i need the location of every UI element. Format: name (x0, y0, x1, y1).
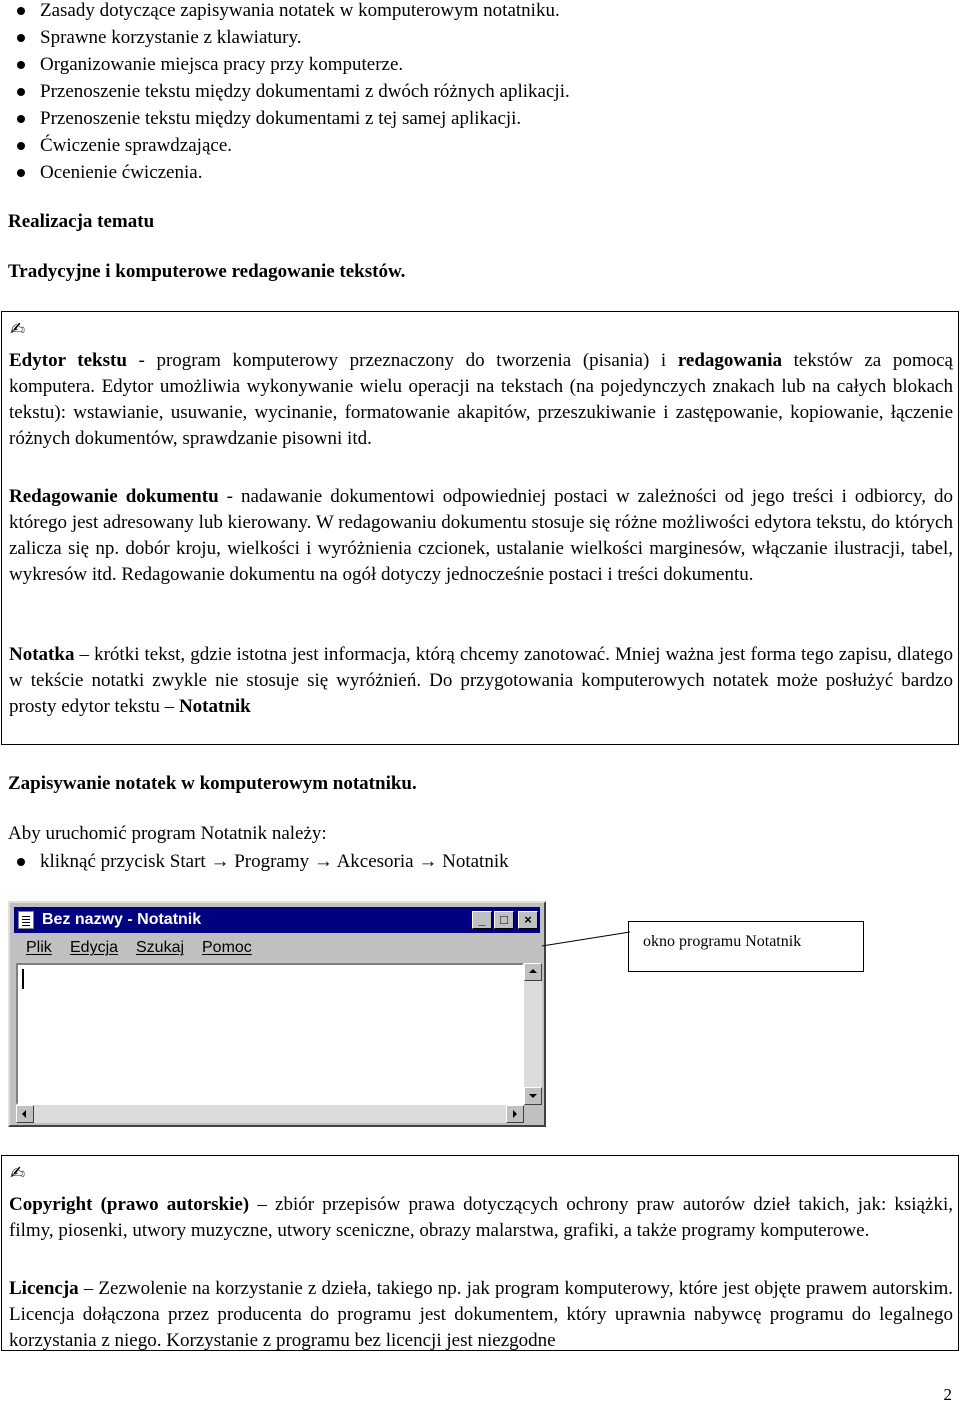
scroll-right-button[interactable] (506, 1105, 524, 1123)
bullet-icon (17, 169, 25, 177)
resize-grip[interactable] (524, 1105, 542, 1123)
bullet-icon (17, 61, 25, 69)
scroll-left-button[interactable] (16, 1105, 34, 1123)
menu-szukaj[interactable]: Szukaj (136, 939, 185, 956)
arrow-down-icon (529, 1094, 537, 1098)
notepad-window (8, 901, 546, 1127)
arrow-up-icon (529, 969, 537, 973)
page-number: 2 (943, 1385, 952, 1404)
bullet-icon (17, 115, 25, 123)
definition-copyright: Copyright (prawo autorskie) – zbiór przepisów prawa dotyczących ochrony praw autorów dzieł takich, jak: książki, filmy, piosenki, utwory muzyczne, utwory sceniczne, obrazy malarstwa, grafiki, a także programy komputerowe. (9, 1194, 953, 1241)
arrow-right-icon: → (313, 851, 333, 872)
bullet-icon (17, 7, 25, 15)
pencil-icon: ✍ (10, 319, 26, 340)
horizontal-scrollbar[interactable] (16, 1105, 524, 1123)
vertical-scrollbar[interactable] (524, 963, 542, 1105)
heading-zapisywanie: Zapisywanie notatek w komputerowym notatniku. (8, 773, 417, 794)
list-item: Zasady dotyczące zapisywania notatek w komputerowym notatniku. (8, 0, 908, 24)
list-item: Przenoszenie tekstu między dokumentami z tej samej aplikacji. (8, 105, 908, 132)
maximize-button[interactable]: □ (494, 911, 514, 929)
bullet-icon (17, 142, 25, 150)
run-steps-list (8, 848, 908, 875)
list-item: Ćwiczenie sprawdzające. (8, 132, 908, 159)
list-item: Sprawne korzystanie z klawiatury. (8, 24, 908, 51)
arrow-right-icon: → (418, 851, 438, 872)
copyright-box (1, 1155, 959, 1351)
heading-tradycyjne: Tradycyjne i komputerowe redagowanie tekstów. (8, 261, 406, 282)
minimize-button[interactable]: _ (472, 911, 492, 929)
list-item: kliknąć przycisk Start → Programy → Akcesoria → Notatnik (8, 848, 908, 875)
definition-redagowanie: Redagowanie dokumentu - nadawanie dokumentowi odpowiedniej postaci w zależności od jego treści i odbiorcy, do którego jest adresowany lub kierowany. W redagowaniu dokumentu stosuje się różne możliwości edytora tekstu, do których zalicza się np. dobór kroju, wielkości i wyróżnienia czcionek, ustalanie wielkości marginesów, włączanie ilustracji, tabel, wykresów itd. Redagowanie dokumentu na ogół dotyczy jednocześnie postaci i treści dokumentu. (9, 486, 953, 585)
list-item: Organizowanie miejsca pracy przy komputerze. (8, 51, 908, 78)
bullet-icon (17, 88, 25, 96)
menu-pomoc[interactable]: Pomoc (202, 939, 252, 956)
definition-licencja: Licencja – Zezwolenie na korzystanie z dzieła, takiego np. jak program komputerowy, które jest objęte prawem autorskim. Licencja dołączona przez producenta do programu jest dokumentem, który uprawnia nabywcę programu do legalnego korzystania z niego. Korzystanie z programu bez licencji jest niezgodne (9, 1278, 953, 1351)
notepad-title: Bez nazwy - Notatnik (42, 911, 202, 928)
objectives-list (8, 0, 908, 186)
menu-edycja[interactable]: Edycja (70, 939, 119, 956)
callout-connector (540, 930, 632, 950)
bullet-icon (17, 858, 25, 866)
menu-plik[interactable]: Plik (26, 939, 52, 956)
arrow-right-icon (513, 1110, 517, 1118)
callout-label: okno programu Notatnik (628, 921, 864, 972)
list-item: Przenoszenie tekstu między dokumentami z dwóch różnych aplikacji. (8, 78, 908, 105)
arrow-right-icon: → (210, 851, 230, 872)
notepad-titlebar[interactable] (14, 907, 540, 933)
bullet-icon (17, 34, 25, 42)
close-button[interactable]: × (518, 911, 538, 929)
intro-run-text: Aby uruchomić program Notatnik należy: (8, 823, 327, 844)
notepad-text-area[interactable] (16, 963, 524, 1105)
definitions-box (1, 311, 959, 745)
scroll-down-button[interactable] (524, 1087, 542, 1105)
arrow-left-icon (22, 1110, 26, 1118)
list-item: Ocenienie ćwiczenia. (8, 159, 908, 186)
definition-edytor: Edytor tekstu - program komputerowy przeznaczony do tworzenia (pisania) i redagowania tekstów za pomocą komputera. Edytor umożliwia wykonywanie wielu operacji na tekstach (na pojedynczych znakach lub na całych blokach tekstu): wstawianie, usuwanie, wycinanie, formatowanie akapitów, przeszukiwanie i zastępowanie, kopiowanie, łączenie różnych dokumentów, sprawdzanie pisowni itd. (9, 350, 953, 449)
pencil-icon: ✍ (10, 1163, 26, 1184)
scroll-up-button[interactable] (524, 963, 542, 981)
notepad-menubar (14, 935, 540, 961)
notepad-app-icon (18, 911, 34, 929)
heading-realizacja: Realizacja tematu (8, 211, 155, 232)
text-caret (22, 969, 24, 989)
definition-notatka: Notatka – krótki tekst, gdzie istotna jest informacja, którą chcemy zanotować. Mniej ważna jest forma tego zapisu, dlatego w tekście notatki zwykle nie stosuje się wyróżnień. Do przygotowania komputerowych notatek może posłużyć bardzo prosty edytor tekstu – Notatnik (9, 644, 953, 717)
